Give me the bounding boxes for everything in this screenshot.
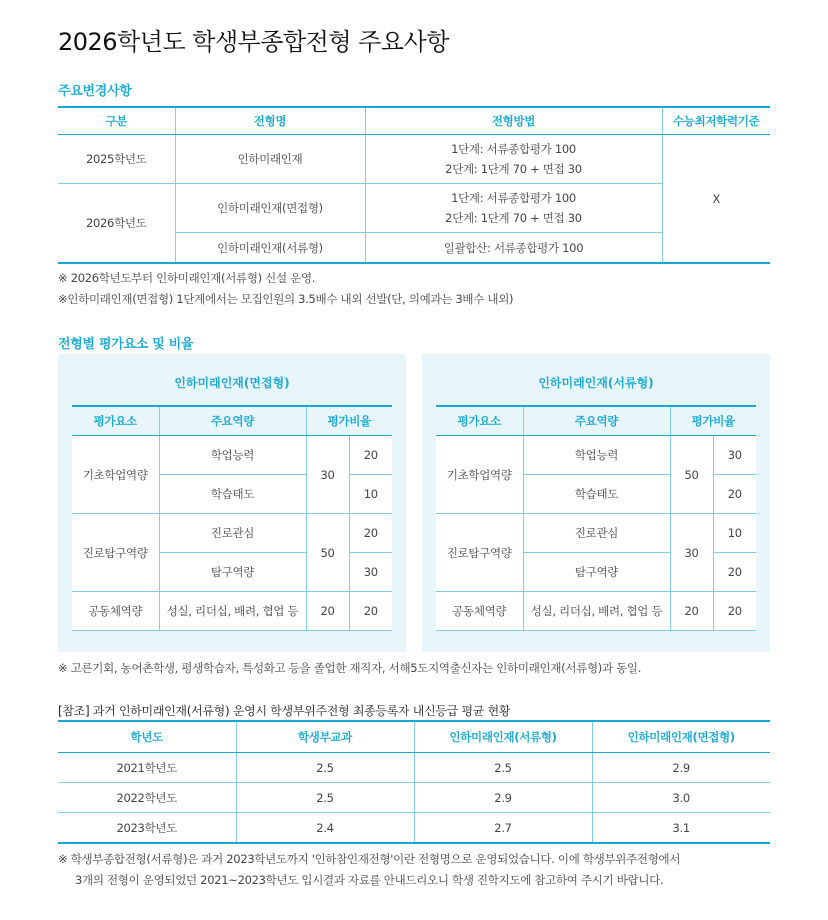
eval-panel-interview xyxy=(58,354,406,652)
year-cell: 2026학년도 xyxy=(58,184,175,264)
changes-table xyxy=(58,106,770,264)
eval-row xyxy=(72,592,392,631)
method-line: 1단계: 서류종합평가 100 xyxy=(451,191,576,205)
eval-total-cell: 50 xyxy=(670,436,713,514)
eval-total-cell: 20 xyxy=(670,592,713,631)
method-cell xyxy=(365,184,662,233)
col-header-track-name: 전형명 xyxy=(175,107,365,135)
method-line: 2단계: 1단계 70 + 면접 30 xyxy=(445,211,582,225)
eval-ratio-cell: 20 xyxy=(713,553,756,592)
eval-table xyxy=(436,405,756,631)
eval-competency-cell: 진로관심 xyxy=(159,514,306,553)
eval-row xyxy=(72,514,392,553)
changes-note: ※ 2026학년도부터 인하미래인재(서류형) 신설 운영. xyxy=(58,271,316,285)
eval-panel-document xyxy=(422,354,770,652)
reference-table xyxy=(58,720,770,844)
eval-header-row xyxy=(72,406,392,436)
table-row xyxy=(58,783,770,813)
eval-table xyxy=(72,405,392,631)
eval-competency-cell: 학업능력 xyxy=(523,436,670,475)
table-cell: 2021학년도 xyxy=(58,753,236,783)
eval-element-cell: 기초학업역량 xyxy=(436,436,523,514)
table-cell: 2022학년도 xyxy=(58,783,236,813)
eval-competency-cell: 진로관심 xyxy=(523,514,670,553)
csat-minimum-cell: X xyxy=(662,135,770,264)
eval-row xyxy=(436,514,756,553)
col-header-ratio: 평가비율 xyxy=(306,406,392,436)
track-name-cell: 인하미래인재(서류형) xyxy=(175,233,365,264)
eval-element-cell: 공동체역량 xyxy=(72,592,159,631)
eval-element-cell: 공동체역량 xyxy=(436,592,523,631)
col-header-competency: 주요역량 xyxy=(159,406,306,436)
col-header-element: 평가요소 xyxy=(72,406,159,436)
reference-header-row xyxy=(58,721,770,753)
eval-ratio-cell: 20 xyxy=(349,592,392,631)
col-header-element: 평가요소 xyxy=(436,406,523,436)
table-cell: 2.5 xyxy=(236,783,414,813)
eval-competency-cell: 탐구역량 xyxy=(523,553,670,592)
eval-ratio-cell: 30 xyxy=(713,436,756,475)
eval-panel-title: 인하미래인재(서류형) xyxy=(538,376,654,390)
eval-competency-cell: 탐구역량 xyxy=(159,553,306,592)
table-cell: 2.9 xyxy=(414,783,592,813)
eval-element-cell: 진로탐구역량 xyxy=(72,514,159,592)
eval-total-cell: 20 xyxy=(306,592,349,631)
method-cell xyxy=(365,135,662,184)
year-cell: 2025학년도 xyxy=(58,135,175,184)
table-cell: 2023학년도 xyxy=(58,813,236,844)
eval-panel-title: 인하미래인재(면접형) xyxy=(174,376,290,390)
table-cell: 3.1 xyxy=(592,813,770,844)
table-row xyxy=(58,813,770,844)
track-name-cell: 인하미래인재 xyxy=(175,135,365,184)
eval-ratio-cell: 10 xyxy=(713,514,756,553)
eval-ratio-cell: 20 xyxy=(349,514,392,553)
table-cell: 2.5 xyxy=(236,753,414,783)
eval-competency-cell: 성실, 리더십, 배려, 협업 등 xyxy=(159,592,306,631)
col-header-ratio: 평가비율 xyxy=(670,406,756,436)
eval-ratio-cell: 20 xyxy=(713,592,756,631)
eval-row xyxy=(72,436,392,475)
reference-note: 3개의 전형이 운영되었던 2021~2023학년도 입시결과 자료를 안내드리오니 학생 진학지도에 참고하여 주시기 바랍니다. xyxy=(75,873,664,887)
col-header-method: 전형방법 xyxy=(365,107,662,135)
col-header-document-track: 인하미래인재(서류형) xyxy=(414,721,592,753)
eval-header-row xyxy=(436,406,756,436)
method-cell: 일괄합산: 서류종합평가 100 xyxy=(365,233,662,264)
page-title: 2026학년도 학생부종합전형 주요사항 xyxy=(58,28,449,56)
reference-note: ※ 학생부종합전형(서류형)은 과거 2023학년도까지 '인하참인재전형'이란 전형명으로 운영되었습니다. 이에 학생부위주전형에서 xyxy=(58,852,681,866)
table-cell: 2.9 xyxy=(592,753,770,783)
table-row xyxy=(58,753,770,783)
eval-section-title: 전형별 평가요소 및 비율 xyxy=(58,337,194,352)
reference-title: [참조] 과거 인하미래인재(서류형) 운영시 학생부위주전형 최종등록자 내신등급 평균 현황 xyxy=(58,704,511,718)
eval-competency-cell: 학습태도 xyxy=(159,475,306,514)
eval-ratio-cell: 20 xyxy=(713,475,756,514)
col-header-interview-track: 인하미래인재(면접형) xyxy=(592,721,770,753)
eval-ratio-cell: 20 xyxy=(349,436,392,475)
eval-element-cell: 진로탐구역량 xyxy=(436,514,523,592)
eval-note: ※ 고른기회, 농어촌학생, 평생학습자, 특성화고 등을 졸업한 재직자, 서해5도지역출신자는 인하미래인재(서류형)과 동일. xyxy=(58,661,642,675)
eval-row xyxy=(436,592,756,631)
eval-total-cell: 30 xyxy=(670,514,713,592)
changes-row-2025 xyxy=(58,135,770,184)
eval-competency-cell: 학업능력 xyxy=(159,436,306,475)
track-name-cell: 인하미래인재(면접형) xyxy=(175,184,365,233)
table-cell: 2.5 xyxy=(414,753,592,783)
method-line: 2단계: 1단계 70 + 면접 30 xyxy=(445,162,582,176)
eval-ratio-cell: 10 xyxy=(349,475,392,514)
col-header-csat-minimum: 수능최저학력기준 xyxy=(662,107,770,135)
col-header-record-subject: 학생부교과 xyxy=(236,721,414,753)
eval-row xyxy=(436,436,756,475)
col-header-category: 구분 xyxy=(58,107,175,135)
changes-header-row xyxy=(58,107,770,135)
eval-competency-cell: 성실, 리더십, 배려, 협업 등 xyxy=(523,592,670,631)
eval-total-cell: 50 xyxy=(306,514,349,592)
eval-ratio-cell: 30 xyxy=(349,553,392,592)
col-header-competency: 주요역량 xyxy=(523,406,670,436)
eval-total-cell: 30 xyxy=(306,436,349,514)
eval-element-cell: 기초학업역량 xyxy=(72,436,159,514)
eval-competency-cell: 학습태도 xyxy=(523,475,670,514)
table-cell: 2.7 xyxy=(414,813,592,844)
changes-section-title: 주요변경사항 xyxy=(58,84,132,99)
table-cell: 2.4 xyxy=(236,813,414,844)
col-header-year: 학년도 xyxy=(58,721,236,753)
table-cell: 3.0 xyxy=(592,783,770,813)
changes-note: ※인하미래인재(면접형) 1단계에서는 모집인원의 3.5배수 내외 선발(단, 의예과는 3배수 내외) xyxy=(58,292,514,306)
method-line: 1단계: 서류종합평가 100 xyxy=(451,142,576,156)
